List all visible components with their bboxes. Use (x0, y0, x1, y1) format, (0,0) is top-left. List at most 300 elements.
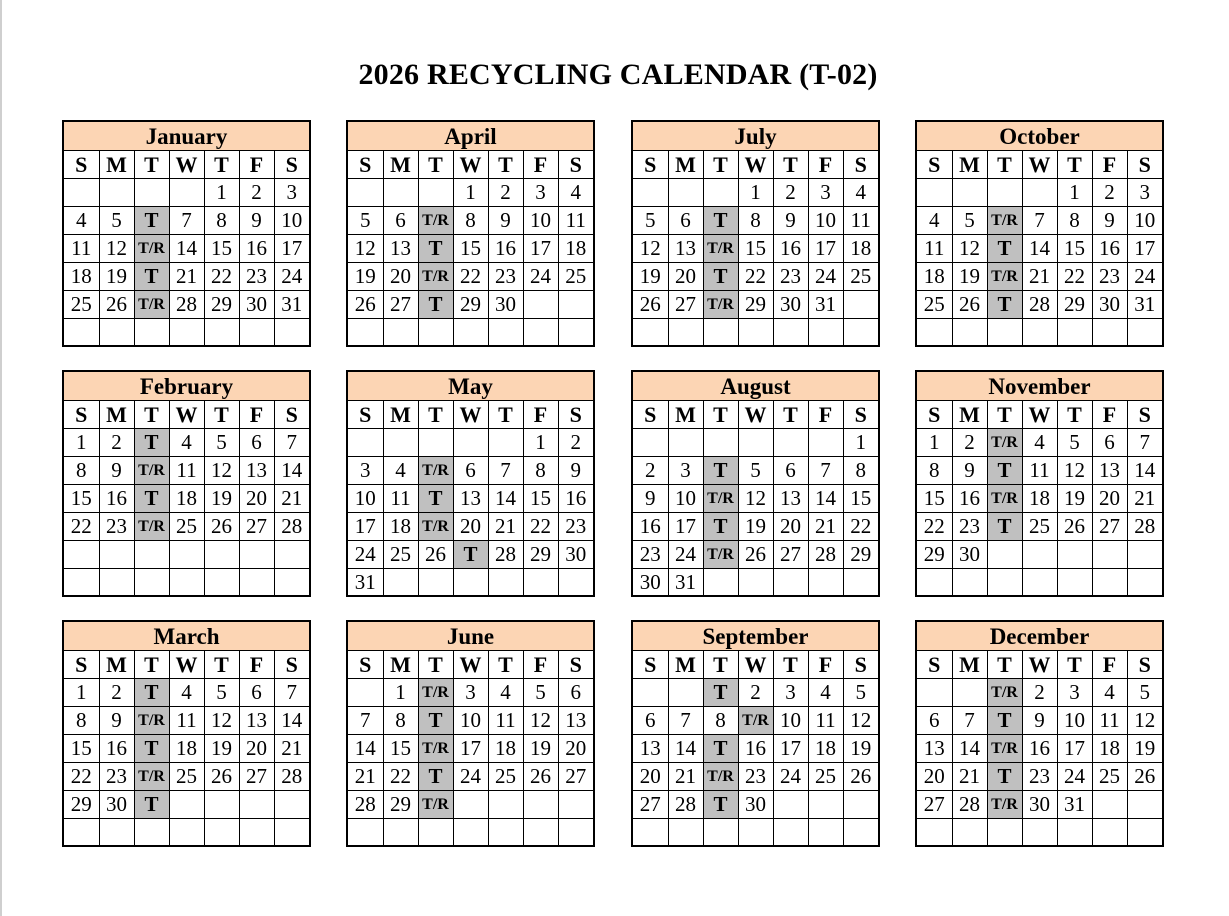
day-cell: 5 (1057, 429, 1092, 457)
day-cell: 12 (952, 235, 987, 263)
week-row (917, 263, 1162, 291)
day-cell: 28 (488, 541, 523, 569)
week-row (348, 819, 593, 847)
pickup-day-cell: T/R (987, 735, 1022, 763)
week-row (64, 457, 309, 485)
pickup-day-cell: T/R (134, 457, 169, 485)
day-cell: 14 (274, 707, 309, 735)
day-cell: 12 (204, 457, 239, 485)
empty-cell (738, 569, 773, 597)
day-cell: 25 (1022, 513, 1057, 541)
day-cell: 27 (239, 513, 274, 541)
empty-cell (633, 319, 668, 347)
day-cell: 6 (773, 457, 808, 485)
weekday-header: T (418, 151, 453, 179)
empty-cell (204, 791, 239, 819)
weekday-header: S (633, 151, 668, 179)
day-cell: 7 (169, 207, 204, 235)
pickup-day-cell: T/R (418, 679, 453, 707)
day-cell: 19 (1057, 485, 1092, 513)
weekday-header: W (169, 651, 204, 679)
day-cell: 9 (99, 707, 134, 735)
day-cell: 7 (1022, 207, 1057, 235)
week-row (917, 207, 1162, 235)
day-cell: 7 (348, 707, 383, 735)
weekday-header: S (1127, 651, 1162, 679)
day-cell: 20 (558, 735, 593, 763)
day-cell: 6 (1092, 429, 1127, 457)
month-days-table (633, 651, 878, 846)
day-cell: 31 (348, 569, 383, 597)
empty-cell (64, 319, 99, 347)
day-cell: 11 (1092, 707, 1127, 735)
day-cell: 30 (738, 791, 773, 819)
weekday-header: S (558, 151, 593, 179)
weekday-header: T (703, 401, 738, 429)
empty-cell (383, 319, 418, 347)
day-cell: 23 (952, 513, 987, 541)
day-cell: 2 (773, 179, 808, 207)
pickup-day-cell: T/R (418, 263, 453, 291)
day-cell: 2 (633, 457, 668, 485)
month-days-table (917, 151, 1162, 346)
weekday-header: S (633, 401, 668, 429)
pickup-day-cell: T (703, 513, 738, 541)
weekday-header-row (348, 651, 593, 679)
pickup-day-cell: T/R (418, 735, 453, 763)
weekday-header: T (703, 651, 738, 679)
empty-cell (668, 819, 703, 847)
day-cell: 6 (239, 429, 274, 457)
week-row (348, 679, 593, 707)
empty-cell (348, 429, 383, 457)
week-row (64, 207, 309, 235)
day-cell: 13 (558, 707, 593, 735)
weekday-header: T (773, 151, 808, 179)
empty-cell (952, 819, 987, 847)
day-cell: 19 (523, 735, 558, 763)
day-cell: 22 (204, 263, 239, 291)
day-cell: 6 (383, 207, 418, 235)
day-cell: 31 (1127, 291, 1162, 319)
weekday-header: M (383, 651, 418, 679)
empty-cell (239, 541, 274, 569)
weekday-header: T (1057, 651, 1092, 679)
weekday-header: S (348, 401, 383, 429)
empty-cell (453, 569, 488, 597)
day-cell: 26 (1127, 763, 1162, 791)
empty-cell (523, 569, 558, 597)
day-cell: 16 (1092, 235, 1127, 263)
week-row (64, 485, 309, 513)
empty-cell (169, 819, 204, 847)
pickup-day-cell: T/R (987, 263, 1022, 291)
day-cell: 5 (633, 207, 668, 235)
empty-cell (453, 791, 488, 819)
day-cell: 25 (808, 763, 843, 791)
day-cell: 3 (1127, 179, 1162, 207)
pickup-day-cell: T (418, 707, 453, 735)
day-cell: 25 (64, 291, 99, 319)
empty-cell (523, 319, 558, 347)
day-cell: 28 (169, 291, 204, 319)
weekday-header: T (204, 401, 239, 429)
day-cell: 16 (738, 735, 773, 763)
month-calendar-may (346, 370, 595, 597)
empty-cell (99, 179, 134, 207)
day-cell: 15 (383, 735, 418, 763)
day-cell: 23 (99, 513, 134, 541)
empty-cell (773, 569, 808, 597)
month-days-table (348, 401, 593, 596)
day-cell: 26 (1057, 513, 1092, 541)
weekday-header: F (239, 151, 274, 179)
day-cell: 23 (558, 513, 593, 541)
empty-cell (488, 429, 523, 457)
empty-cell (274, 319, 309, 347)
day-cell: 7 (488, 457, 523, 485)
day-cell: 8 (64, 457, 99, 485)
pickup-day-cell: T (134, 207, 169, 235)
day-cell: 16 (1022, 735, 1057, 763)
empty-cell (523, 291, 558, 319)
weekday-header-row (633, 651, 878, 679)
week-row (917, 513, 1162, 541)
day-cell: 12 (523, 707, 558, 735)
week-row (64, 429, 309, 457)
week-row (917, 235, 1162, 263)
pickup-day-cell: T (987, 457, 1022, 485)
day-cell: 17 (274, 235, 309, 263)
weekday-header: M (99, 151, 134, 179)
day-cell: 6 (239, 679, 274, 707)
empty-cell (1127, 791, 1162, 819)
week-row (348, 485, 593, 513)
month-name: March (64, 622, 309, 651)
empty-cell (348, 179, 383, 207)
day-cell: 20 (773, 513, 808, 541)
week-row (64, 763, 309, 791)
empty-cell (134, 319, 169, 347)
day-cell: 10 (668, 485, 703, 513)
empty-cell (204, 319, 239, 347)
pickup-day-cell: T (418, 485, 453, 513)
pickup-day-cell: T (134, 429, 169, 457)
empty-cell (1057, 569, 1092, 597)
day-cell: 1 (64, 679, 99, 707)
weekday-header: W (453, 651, 488, 679)
week-row (64, 679, 309, 707)
day-cell: 29 (738, 291, 773, 319)
empty-cell (843, 569, 878, 597)
day-cell: 22 (64, 763, 99, 791)
day-cell: 22 (64, 513, 99, 541)
day-cell: 16 (633, 513, 668, 541)
day-cell: 28 (348, 791, 383, 819)
week-row (633, 707, 878, 735)
empty-cell (703, 819, 738, 847)
week-row (64, 819, 309, 847)
day-cell: 15 (1057, 235, 1092, 263)
day-cell: 14 (348, 735, 383, 763)
day-cell: 15 (64, 485, 99, 513)
weekday-header: W (738, 151, 773, 179)
empty-cell (558, 819, 593, 847)
month-calendar-march (62, 620, 311, 847)
empty-cell (134, 569, 169, 597)
day-cell: 18 (808, 735, 843, 763)
day-cell: 12 (204, 707, 239, 735)
day-cell: 5 (1127, 679, 1162, 707)
day-cell: 8 (1057, 207, 1092, 235)
day-cell: 30 (633, 569, 668, 597)
weekday-header: M (99, 651, 134, 679)
empty-cell (633, 819, 668, 847)
pickup-day-cell: T/R (418, 207, 453, 235)
day-cell: 14 (169, 235, 204, 263)
day-cell: 21 (274, 735, 309, 763)
day-cell: 27 (1092, 513, 1127, 541)
day-cell: 26 (843, 763, 878, 791)
empty-cell (808, 791, 843, 819)
day-cell: 14 (668, 735, 703, 763)
day-cell: 7 (668, 707, 703, 735)
weekday-header: S (917, 651, 952, 679)
weekday-header: W (169, 151, 204, 179)
empty-cell (738, 429, 773, 457)
week-row (633, 485, 878, 513)
day-cell: 29 (843, 541, 878, 569)
day-cell: 21 (348, 763, 383, 791)
day-cell: 20 (1092, 485, 1127, 513)
weekday-header: S (843, 401, 878, 429)
weekday-header: T (418, 401, 453, 429)
empty-cell (383, 569, 418, 597)
day-cell: 4 (169, 429, 204, 457)
empty-cell (668, 679, 703, 707)
day-cell: 14 (488, 485, 523, 513)
day-cell: 24 (348, 541, 383, 569)
weekday-header-row (64, 401, 309, 429)
weekday-header: T (488, 401, 523, 429)
empty-cell (523, 819, 558, 847)
day-cell: 3 (348, 457, 383, 485)
day-cell: 28 (274, 513, 309, 541)
day-cell: 5 (952, 207, 987, 235)
weekday-header: F (239, 651, 274, 679)
day-cell: 23 (773, 263, 808, 291)
day-cell: 2 (488, 179, 523, 207)
day-cell: 25 (169, 513, 204, 541)
day-cell: 2 (1022, 679, 1057, 707)
day-cell: 23 (633, 541, 668, 569)
empty-cell (383, 429, 418, 457)
weekday-header: M (668, 651, 703, 679)
weekday-header: T (488, 651, 523, 679)
day-cell: 8 (383, 707, 418, 735)
empty-cell (99, 819, 134, 847)
empty-cell (348, 819, 383, 847)
empty-cell (204, 569, 239, 597)
day-cell: 6 (633, 707, 668, 735)
day-cell: 13 (633, 735, 668, 763)
week-row (633, 263, 878, 291)
empty-cell (987, 541, 1022, 569)
day-cell: 18 (917, 263, 952, 291)
weekday-header-row (917, 151, 1162, 179)
day-cell: 15 (917, 485, 952, 513)
empty-cell (558, 569, 593, 597)
month-days-table (64, 651, 309, 846)
month-name: April (348, 122, 593, 151)
week-row (64, 263, 309, 291)
empty-cell (633, 179, 668, 207)
day-cell: 30 (1092, 291, 1127, 319)
day-cell: 21 (808, 513, 843, 541)
day-cell: 27 (917, 791, 952, 819)
weekday-header: S (633, 651, 668, 679)
empty-cell (1127, 319, 1162, 347)
day-cell: 9 (1022, 707, 1057, 735)
day-cell: 8 (523, 457, 558, 485)
weekday-header-row (348, 151, 593, 179)
day-cell: 9 (1092, 207, 1127, 235)
day-cell: 13 (453, 485, 488, 513)
day-cell: 19 (348, 263, 383, 291)
empty-cell (204, 541, 239, 569)
empty-cell (1057, 541, 1092, 569)
pickup-day-cell: T (703, 735, 738, 763)
day-cell: 23 (1092, 263, 1127, 291)
empty-cell (1022, 819, 1057, 847)
day-cell: 12 (738, 485, 773, 513)
week-row (633, 513, 878, 541)
day-cell: 9 (773, 207, 808, 235)
day-cell: 1 (64, 429, 99, 457)
day-cell: 28 (1127, 513, 1162, 541)
weekday-header: S (348, 151, 383, 179)
day-cell: 4 (808, 679, 843, 707)
weekday-header: F (808, 651, 843, 679)
day-cell: 27 (773, 541, 808, 569)
weekday-header: F (523, 401, 558, 429)
day-cell: 19 (738, 513, 773, 541)
day-cell: 26 (633, 291, 668, 319)
day-cell: 17 (1057, 735, 1092, 763)
empty-cell (1127, 541, 1162, 569)
pickup-day-cell: T/R (134, 291, 169, 319)
day-cell: 16 (488, 235, 523, 263)
week-row (917, 179, 1162, 207)
empty-cell (418, 179, 453, 207)
day-cell: 20 (633, 763, 668, 791)
day-cell: 27 (633, 791, 668, 819)
week-row (917, 319, 1162, 347)
weekday-header: S (917, 401, 952, 429)
month-days-table (633, 401, 878, 596)
weekday-header: T (1057, 151, 1092, 179)
pickup-day-cell: T (134, 485, 169, 513)
day-cell: 26 (738, 541, 773, 569)
weekday-header: F (523, 651, 558, 679)
pickup-day-cell: T (703, 791, 738, 819)
empty-cell (169, 569, 204, 597)
empty-cell (134, 541, 169, 569)
day-cell: 26 (204, 513, 239, 541)
day-cell: 22 (383, 763, 418, 791)
day-cell: 19 (1127, 735, 1162, 763)
empty-cell (987, 179, 1022, 207)
pickup-day-cell: T/R (418, 513, 453, 541)
day-cell: 2 (558, 429, 593, 457)
weekday-header: T (703, 151, 738, 179)
day-cell: 25 (917, 291, 952, 319)
day-cell: 29 (523, 541, 558, 569)
weekday-header: S (274, 401, 309, 429)
empty-cell (239, 569, 274, 597)
month-days-table (348, 651, 593, 846)
day-cell: 5 (99, 207, 134, 235)
pickup-day-cell: T (134, 263, 169, 291)
month-name: December (917, 622, 1162, 651)
empty-cell (64, 541, 99, 569)
weekday-header: M (952, 151, 987, 179)
day-cell: 31 (1057, 791, 1092, 819)
weekday-header-row (64, 151, 309, 179)
pickup-day-cell: T/R (134, 707, 169, 735)
day-cell: 18 (64, 263, 99, 291)
pickup-day-cell: T (418, 763, 453, 791)
day-cell: 8 (453, 207, 488, 235)
empty-cell (1057, 319, 1092, 347)
week-row (348, 735, 593, 763)
weekday-header-row (917, 651, 1162, 679)
empty-cell (668, 179, 703, 207)
pickup-day-cell: T/R (703, 291, 738, 319)
month-name: June (348, 622, 593, 651)
day-cell: 29 (453, 291, 488, 319)
pickup-day-cell: T (987, 707, 1022, 735)
day-cell: 18 (169, 735, 204, 763)
weekday-header: S (274, 651, 309, 679)
week-row (917, 485, 1162, 513)
weekday-header: S (64, 651, 99, 679)
day-cell: 22 (1057, 263, 1092, 291)
day-cell: 10 (1057, 707, 1092, 735)
empty-cell (808, 319, 843, 347)
day-cell: 13 (239, 707, 274, 735)
pickup-day-cell: T/R (418, 457, 453, 485)
day-cell: 5 (738, 457, 773, 485)
day-cell: 16 (952, 485, 987, 513)
week-row (917, 541, 1162, 569)
empty-cell (703, 429, 738, 457)
day-cell: 29 (1057, 291, 1092, 319)
day-cell: 27 (239, 763, 274, 791)
weekday-header: F (239, 401, 274, 429)
day-cell: 27 (558, 763, 593, 791)
week-row (348, 513, 593, 541)
day-cell: 21 (169, 263, 204, 291)
day-cell: 10 (453, 707, 488, 735)
day-cell: 5 (204, 679, 239, 707)
empty-cell (418, 819, 453, 847)
month-calendar-november (915, 370, 1164, 597)
day-cell: 26 (204, 763, 239, 791)
pickup-day-cell: T/R (987, 207, 1022, 235)
day-cell: 17 (453, 735, 488, 763)
empty-cell (987, 819, 1022, 847)
